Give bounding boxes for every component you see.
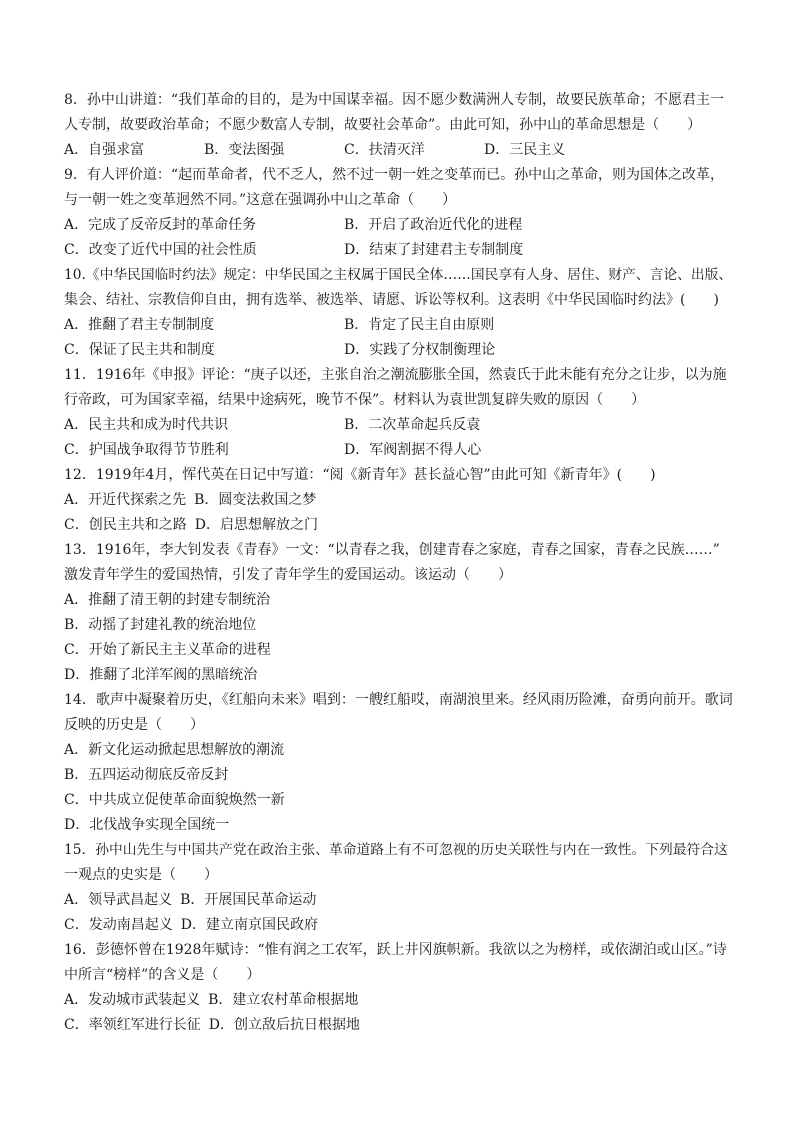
answer-option: D．军阀割据不得人心 (344, 442, 482, 458)
question-8 (64, 88, 736, 163)
answer-option: C．中共成立促使革命面貌焕然一新 (64, 792, 285, 808)
question-stem-line: 激发青年学生的爱国热情，引发了青年学生的爱国运动。该运动（ ） (64, 567, 512, 583)
answer-option: C．创民主共和之路 (64, 517, 187, 533)
options-grid (64, 213, 736, 263)
answer-option: B．五四运动彻底反帝反封 (64, 767, 229, 783)
question-stem-line: 行帝政，可为国家幸福，结果中途病死，晚节不保”。材料认为袁世凯复辟失败的原因（ ） (64, 392, 646, 408)
question-stem-line: 集会、结社、宗教信仰自由，拥有选举、被选举、请愿、诉讼等权利。这表明《中华民国临时约法》( ) (64, 292, 719, 308)
question-14 (64, 688, 736, 838)
answer-option: A．推翻了君主专制制度 (64, 317, 215, 333)
options-row (64, 488, 736, 513)
answer-option: D．推翻了北洋军阀的黑暗统治 (64, 667, 258, 683)
answer-option: A．自强求富 (64, 142, 145, 158)
question-16 (64, 938, 736, 1038)
question-stem-line: 13．1916年，李大钊发表《青春》一文：“以青春之我，创建青春之家庭，青春之国家，青春之民族……” (64, 542, 720, 558)
answer-option: D．创立敌后抗日根据地 (208, 1017, 360, 1033)
answer-option: D．启思想解放之门 (194, 517, 318, 533)
answer-option: A．新文化运动掀起思想解放的潮流 (64, 742, 285, 758)
question-stem-line: 9．有人评价道：“起而革命者，代不乏人，然不过一朝一姓之变革而已。孙中山之革命，则为国体之改革， (64, 167, 725, 183)
answer-option: D．结束了封建君主专制制度 (344, 242, 524, 258)
question-stem-line: 中所言“榜样”的含义是（ ） (64, 967, 261, 983)
answer-option: B．建立农村革命根据地 (208, 992, 359, 1008)
answer-option: B．变法图强 (204, 142, 285, 158)
options-row (64, 513, 736, 538)
answer-option: A．推翻了清王朝的封建专制统治 (64, 592, 271, 608)
options-grid (64, 313, 736, 363)
answer-option: B．开启了政治近代化的进程 (344, 217, 523, 233)
answer-option: A．民主共和成为时代共识 (64, 417, 229, 433)
question-stem-line: 与一朝一姓之变革迥然不同。”这意在强调孙中山之革命（ ） (64, 192, 457, 208)
answer-option: C．扶清灭洋 (344, 142, 425, 158)
answer-option: A．开近代探索之先 (64, 492, 187, 508)
answer-option: B．肯定了民主自由原则 (344, 317, 495, 333)
answer-option: A．发动城市武装起义 (64, 992, 201, 1008)
question-stem-line: 14．歌声中凝聚着历史，《红船向未来》唱到：一艘红船哎，南湖浪里来。经风雨历险滩，奋勇向前开。歌词 (64, 692, 733, 708)
question-9 (64, 163, 736, 263)
options-grid (64, 413, 736, 463)
exam-page (64, 88, 736, 1038)
options-row (64, 913, 736, 938)
question-stem-line: 15．孙中山先生与中国共产党在政治主张、革命道路上有不可忽视的历史关联性与内在一致性。下列最符合这 (64, 842, 728, 858)
question-stem-line: 一观点的史实是（ ） (64, 867, 218, 883)
answer-option: D．三民主义 (484, 142, 566, 158)
question-10 (64, 263, 736, 363)
options-row (64, 138, 736, 163)
options-row (64, 1013, 736, 1038)
question-15 (64, 838, 736, 938)
answer-option: D．实践了分权制衡理论 (344, 342, 496, 358)
question-11 (64, 363, 736, 463)
question-stem-line: 反映的历史是（ ） (64, 717, 204, 733)
options-row (64, 888, 736, 913)
answer-option: C．护国战争取得节节胜利 (64, 442, 229, 458)
answer-option: C．保证了民主共和制度 (64, 342, 215, 358)
question-stem-line: 8．孙中山讲道：“我们革命的目的，是为中国谋幸福。因不愿少数满洲人专制，故要民族革命；不愿君主一 (64, 92, 725, 108)
answer-option: B．二次革命起兵反袁 (344, 417, 481, 433)
options-row (64, 988, 736, 1013)
answer-option: D．建立南京国民政府 (180, 917, 318, 933)
answer-option: C．率领红军进行长征 (64, 1017, 201, 1033)
answer-option: B．开展国民革命运动 (180, 892, 317, 908)
answer-option: A．完成了反帝反封的革命任务 (64, 217, 257, 233)
answer-option: B．动摇了封建礼教的统治地位 (64, 617, 257, 633)
answer-option: B．圆变法救国之梦 (194, 492, 317, 508)
question-stem-line: 16．彭德怀曾在1928年赋诗：“惟有润之工农军，跃上井冈旗帜新。我欲以之为榜样，或依湖泊或山区。”诗 (64, 942, 727, 958)
answer-option: C．发动南昌起义 (64, 917, 173, 933)
question-stem-line: 人专制，故要政治革命；不愿少数富人专制，故要社会革命”。由此可知，孙中山的革命思想是（ ） (64, 117, 702, 133)
question-stem-line: 12．1919年4月，恽代英在日记中写道：“阅《新青年》甚长益心智”由此可知《新青年》( ) (64, 467, 656, 483)
question-stem-line: 11．1916年《申报》评论：“庚子以还，主张自治之潮流膨胀全国，然袁氏于此未能有充分之让步，以为施 (64, 367, 727, 383)
answer-option: C．改变了近代中国的社会性质 (64, 242, 257, 258)
answer-option: A．领导武昌起义 (64, 892, 173, 908)
answer-option: C．开始了新民主主义革命的进程 (64, 642, 271, 658)
question-13 (64, 538, 736, 688)
question-12 (64, 463, 736, 538)
answer-option: D．北伐战争实现全国统一 (64, 817, 230, 833)
question-stem-line: 10.《中华民国临时约法》规定：中华民国之主权属于国民全体……国民享有人身、居住、财产、言论、出版、 (64, 267, 733, 283)
